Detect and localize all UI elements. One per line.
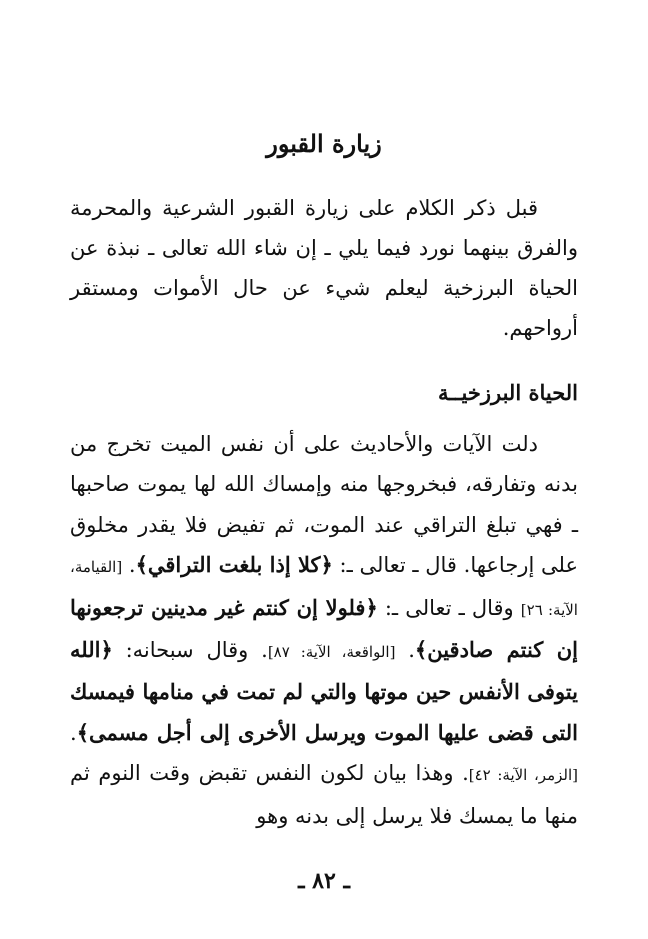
page-title: زيارة القبور	[266, 129, 382, 158]
paragraph-text-start: دلت الآيات والأحاديث على أن نفس الميت تخرج من بدنه وتفارقه، فبخروجها منه وإمساك الله لها يموت صاحبها ـ فهي تبلغ التراقي عند الموت، ثم تفيض فلا يقدر مخلوق على إرجاعها. قال ـ تعالى ـ:	[70, 432, 578, 578]
page-number: ـ ٨٢ ـ	[298, 868, 350, 894]
quran-reference-3: [الزمر، الآية: ٤٢]	[468, 766, 578, 785]
quran-quote-2: ﴿فلولا إن كنتم غير مدينين ترجعونها إن كنتم صادقين﴾	[70, 594, 578, 663]
paragraph-text-end: وهذا بيان لكون النفس تقبض وقت النوم ثم منها ما يمسك فلا يرسل إلى بدنه وهو	[70, 761, 578, 828]
connector-text-1: وقال ـ تعالى ـ:	[384, 595, 514, 620]
section-paragraph: دلت الآيات والأحاديث على أن نفس الميت تخرج من بدنه وتفارقه، فبخروجها منه وإمساك الله لها يموت صاحبها ـ فهي تبلغ التراقي عند الموت، ثم تفيض فلا يقدر مخلوق على إرجاعها. قال ـ تعالى ـ: ﴿كلا إذا بلغت التراقي﴾. [القيامة، الآية: ٢٦] وقال ـ تعالى ـ: ﴿فلولا إن كنتم غير مدينين ترجعونها إن كنتم صادقين﴾. [الواقعة، الآية: ٨٧]. وقال سبحانه: ﴿الله يتوفى الأنفس حين موتها والتي لم تمت في منامها فيمسك التى قضى عليها الموت ويرسل الأخرى إلى أجل مسمى﴾. [الزمر، الآية: ٤٢]. وهذا بيان لكون النفس تقبض وقت النوم ثم منها ما يمسك فلا يرسل إلى بدنه وهو	[70, 432, 578, 828]
intro-text: قبل ذكر الكلام على زيارة القبور الشرعية والمحرمة والفرق بينهما نورد فيما يلي ـ إن شاء الله تعالى ـ نبذة عن الحياة البرزخية ليعلم شيء عن حال الأموات ومستقر أرواحهم.	[70, 196, 578, 340]
quran-reference-2: [الواقعة، الآية: ٨٧]	[267, 643, 396, 662]
quran-quote-1: ﴿كلا إذا بلغت التراقي﴾	[135, 552, 333, 578]
section-heading: الحياة البرزخيــة	[437, 380, 578, 405]
quran-reference-1: [القيامة، الآية: ٢٦]	[70, 558, 578, 619]
connector-text-2: وقال سبحانه:	[125, 638, 249, 663]
intro-paragraph	[70, 188, 578, 348]
quran-quote-3: ﴿الله يتوفى الأنفس حين موتها والتي لم تمت في منامها فيمسك التى قضى عليها الموت ويرسل الأخرى إلى أجل مسمى﴾	[70, 637, 578, 745]
